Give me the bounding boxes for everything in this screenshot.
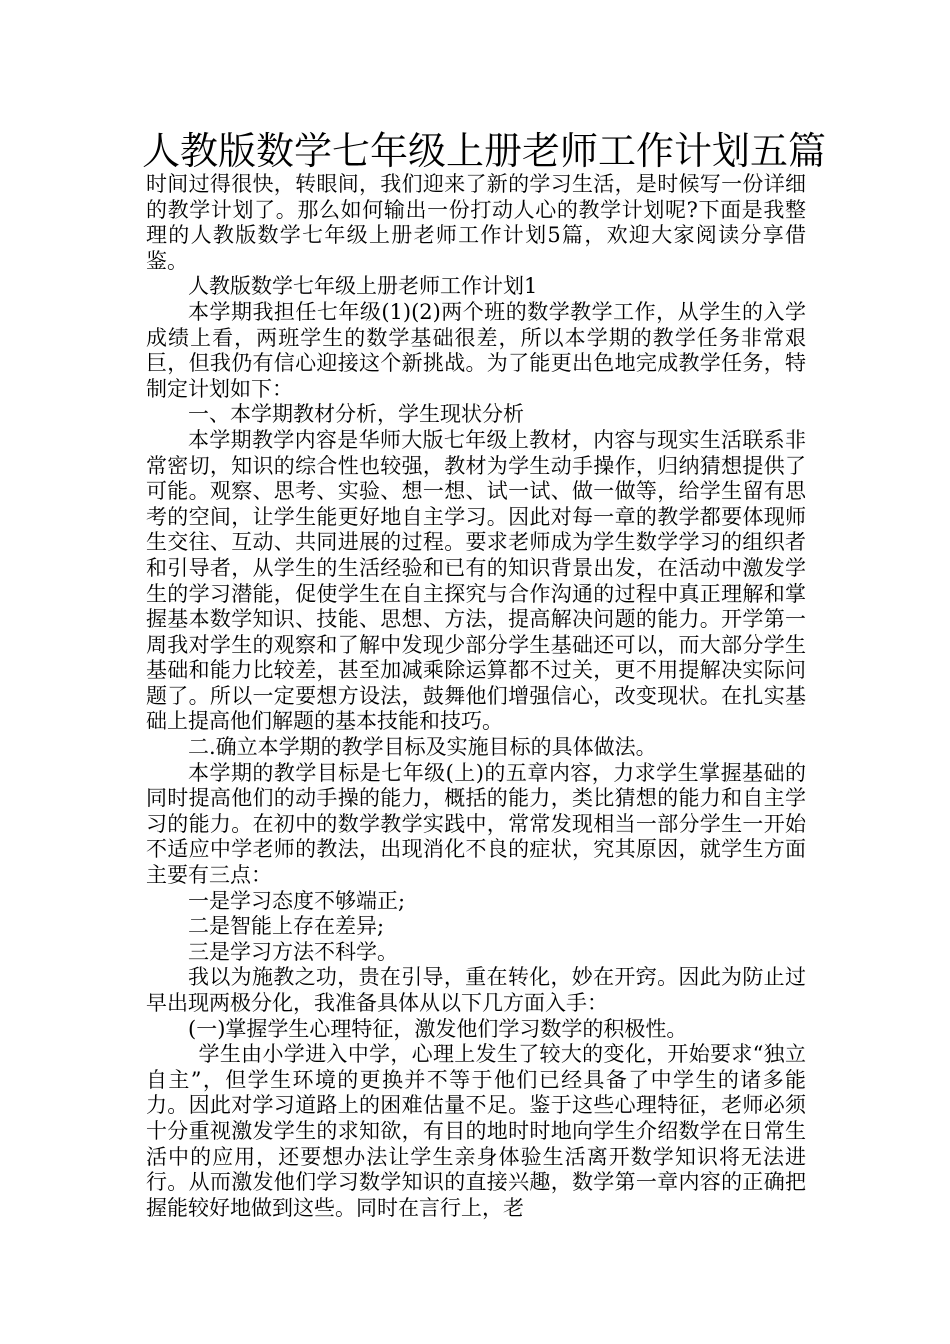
body-paragraph: 一是学习态度不够端正; (188, 888, 406, 913)
body-paragraph: 我以为施教之功，贵在引导，重在转化，妙在开窍。因此为防止过早出现两极分化，我准备具体从以下几方面入手： (146, 965, 806, 1015)
body-paragraph: 学生由小学进入中学，心理上发生了较大的变化，开始要求“独立自主”，但学生环境的更换并不等于他们已经具备了中学生的诸多能力。因此对学习道路上的困难估量不足。鉴于这些心理特征，老师必须十分重视激发学生的求知欲，有目的地时时地向学生介绍数学在日常生活中的应用，还要想办法让学生亲身体验生活离开数学知识将无法进行。从而激发他们学习数学知识的直接兴趣，数学第一章内容的正确把握能较好地做到这些。同时在言行上，老 (146, 1042, 806, 1220)
body-paragraph: 人教版数学七年级上册老师工作计划1 (188, 274, 538, 299)
body-paragraph: 一、本学期教材分析，学生现状分析 (188, 402, 524, 427)
body-paragraph: 本学期我担任七年级(1)(2)两个班的数学教学工作，从学生的入学成绩上看，两班学生的数学基础很差，所以本学期的教学任务非常艰巨，但我仍有信心迎接这个新挑战。为了能更出色地完成教学任务，特制定计划如下： (146, 299, 806, 401)
body-paragraph: 二.确立本学期的教学目标及实施目标的具体做法。 (188, 735, 657, 760)
document-title: 人教版数学七年级上册老师工作计划五篇 (142, 129, 827, 173)
body-paragraph: 本学期的教学目标是七年级(上)的五章内容，力求学生掌握基础的同时提高他们的动手操的能力，概括的能力，类比猜想的能力和自主学习的能力。在初中的数学教学实践中，常常发现相当一部分学生一开始不适应中学老师的教法，出现消化不良的症状，究其原因，就学生方面主要有三点： (146, 760, 806, 888)
body-paragraph: 本学期教学内容是华师大版七年级上教材，内容与现实生活联系非常密切，知识的综合性也较强，教材为学生动手操作，归纳猜想提供了可能。观察、思考、实验、想一想、试一试、做一做等，给学生留有思考的空间，让学生能更好地自主学习。因此对每一章的教学都要体现师生交往、互动、共同进展的过程。要求老师成为学生数学学习的组织者和引导者，从学生的生活经验和已有的知识背景出发，在活动中激发学生的学习潜能，促使学生在自主探究与合作沟通的过程中真正理解和掌握基本数学知识、技能、思想、方法，提高解决问题的能力。开学第一周我对学生的观察和了解中发现少部分学生基础还可以，而大部分学生基础和能力比较差，甚至加减乘除运算都不过关，更不用提解决实际问题了。所以一定要想方设法，鼓舞他们增强信心，改变现状。在扎实基础上提高他们解题的基本技能和技巧。 (146, 427, 806, 734)
body-paragraph: 时间过得很快，转眼间，我们迎来了新的学习生活，是时候写一份详细的教学计划了。那么如何输出一份打动人心的教学计划呢?下面是我整理的人教版数学七年级上册老师工作计划5篇，欢迎大家阅读分享借鉴。 (146, 172, 806, 273)
body-paragraph: (一)掌握学生心理特征，激发他们学习数学的积极性。 (188, 1016, 688, 1041)
document-body (146, 172, 806, 1221)
body-paragraph: 二是智能上存在差异; (188, 914, 385, 939)
body-paragraph: 三是学习方法不科学。 (188, 939, 398, 964)
